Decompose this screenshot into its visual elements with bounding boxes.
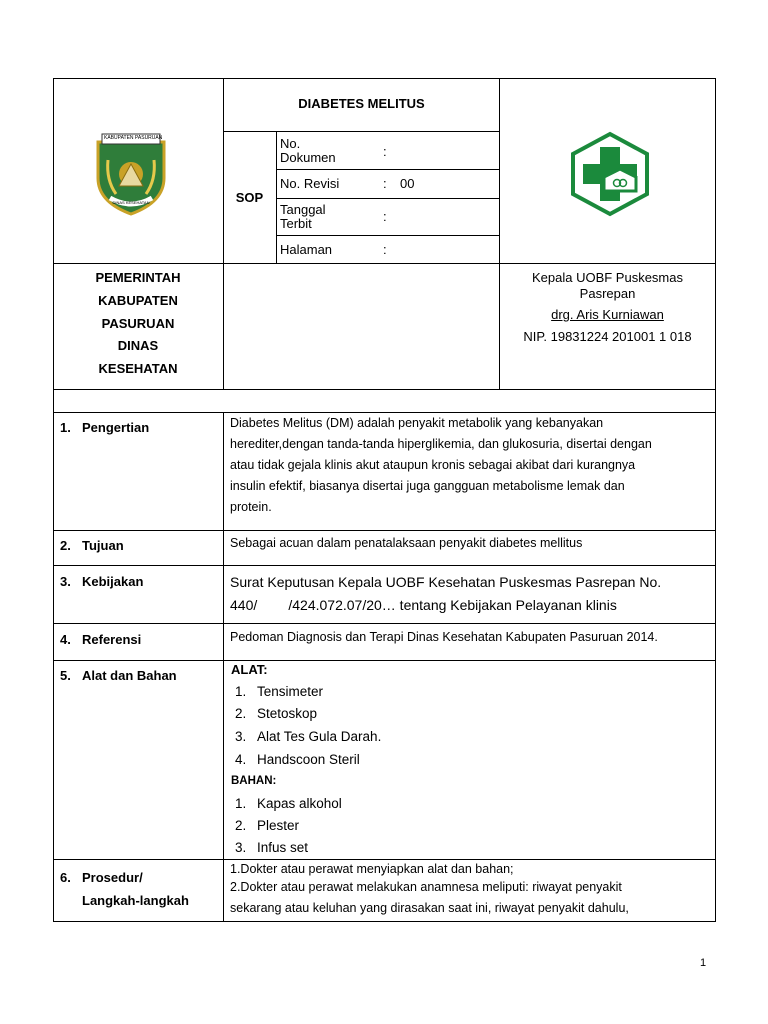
signatory-title: Pasrepan (579, 286, 636, 301)
field-colon: : (383, 176, 387, 191)
page-number: 1 (700, 957, 707, 969)
kabupaten-crest-logo (88, 130, 174, 216)
field-label: Terbit (280, 216, 312, 231)
crest-banner-text: KABUPATEN PASURUAN (104, 135, 163, 141)
section-label: Referensi (82, 632, 142, 647)
field-value: 00 (400, 176, 415, 191)
signatory-name: drg. Aris Kurniawan (551, 307, 664, 322)
field-colon: : (383, 144, 387, 159)
section-label: Tujuan (82, 538, 124, 553)
signatory-nip: NIP. 19831224 201001 1 018 (523, 329, 692, 344)
alat-title: ALAT: (231, 662, 268, 677)
section-label: Alat dan Bahan (82, 668, 177, 683)
list-item: Stetoskop (257, 706, 318, 721)
list-item: Alat Tes Gula Darah. (257, 729, 382, 744)
field-colon: : (383, 209, 387, 224)
sop-label: SOP (235, 190, 264, 205)
field-label: No. (280, 136, 301, 151)
crest-bottom-text: DINAS KESEHATAN (112, 200, 150, 205)
list-item: Tensimeter (257, 684, 324, 699)
section-label: Pengertian (82, 420, 150, 435)
field-label: No. Revisi (280, 176, 340, 191)
section-text: Sebagai acuan dalam penatalaksaan penyakit diabetes mellitus (230, 536, 583, 550)
section-text: Pedoman Diagnosis dan Terapi Dinas Kesehatan Kabupaten Pasuruan 2014. (230, 630, 658, 644)
document-title: DIABETES MELITUS (298, 96, 425, 111)
puskesmas-logo (567, 131, 653, 217)
section-label: Kebijakan (82, 574, 144, 589)
list-item: Handscoon Steril (257, 752, 360, 767)
section-label: Langkah-langkah (82, 893, 189, 908)
bahan-title: BAHAN: (231, 775, 277, 787)
field-colon: : (383, 242, 387, 257)
list-item: Plester (257, 818, 300, 833)
signatory-title: Kepala UOBF Puskesmas (531, 270, 683, 285)
field-label: Dokumen (280, 150, 336, 165)
field-label: Halaman (280, 242, 333, 257)
list-item: Infus set (257, 840, 309, 855)
list-item: Kapas alkohol (257, 796, 342, 811)
section-label: Prosedur/ (82, 870, 143, 885)
field-label: Tanggal (280, 202, 326, 217)
